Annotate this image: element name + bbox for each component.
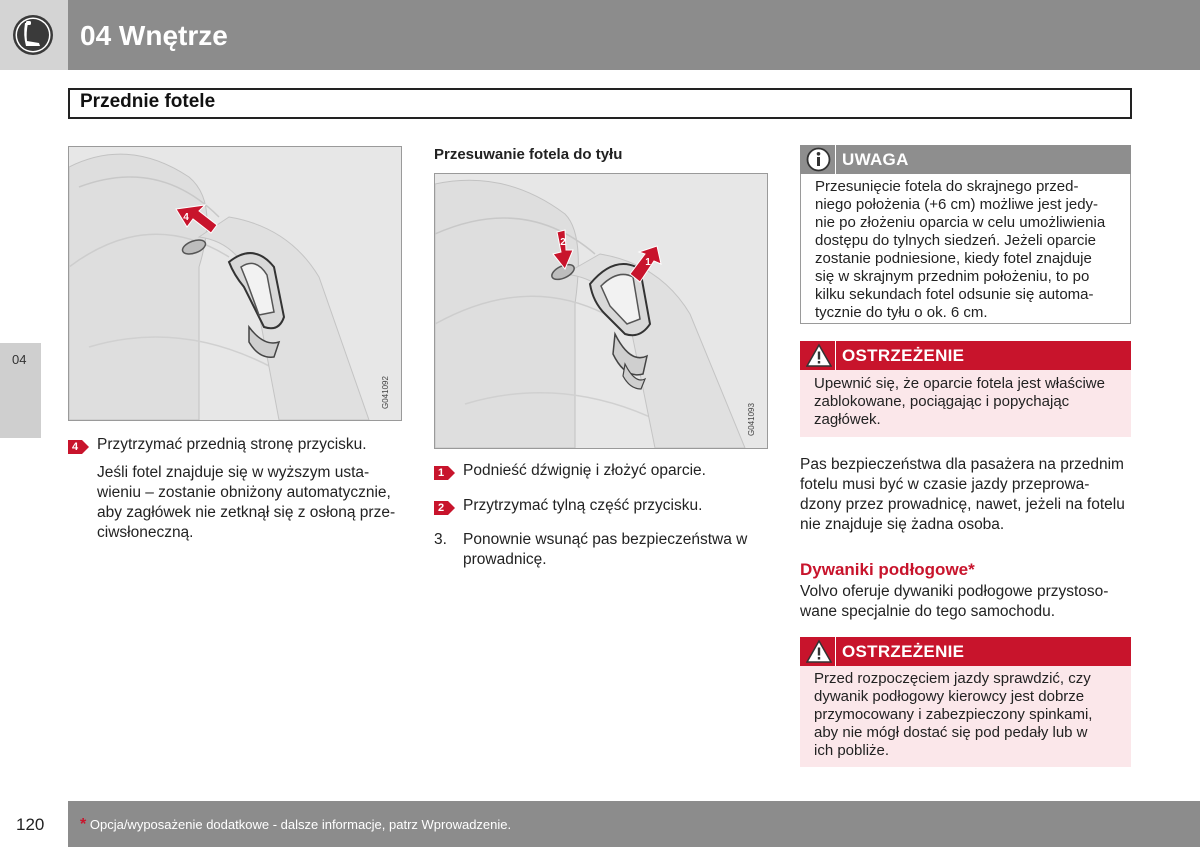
step1-text: Podnieść dźwignię i złożyć oparcie. [463,462,706,479]
warning2-line: aby nie mógł dostać się pod pedały lub w [814,724,1088,741]
warning1-line: zagłówek. [814,411,881,428]
warning1-box-header [800,341,1131,370]
mats-line: Volvo oferuje dywaniki podłogowe przystoso- [800,583,1109,600]
warning2-line: dywanik podłogowy kierowcy jest dobrze [814,688,1085,705]
step4-arrow-icon [82,440,89,454]
note-box-body [800,174,1131,324]
note-box-header [800,145,1131,174]
note-box-label: UWAGA [842,150,909,169]
section-title: Przednie fotele [80,91,216,112]
note-line: niego położenia (+6 cm) możliwe jest jedy- [815,196,1099,213]
warning2-box-header [800,637,1131,666]
step4-badge: 4 [68,440,82,454]
warning1-line: Upewnić się, że oparcie fotela jest właściwe [814,375,1105,392]
figure2-callout-badge-2: 2 [560,237,566,248]
step2-arrow-icon [448,501,455,515]
col1-para-line: ciwsłoneczną. [97,524,194,541]
chapter-side-tab-label: 04 [12,352,27,367]
warning2-box-body [800,666,1131,767]
step1-arrow-icon [448,466,455,480]
page-number: 120 [16,815,45,834]
note-line: się w skrajnym przednim położeniu, to po [815,268,1090,285]
col3-para-line: nie znajduje się żadna osoba. [800,516,1005,533]
mats-line: wane specjalnie do tego samochodu. [800,603,1056,620]
figure2-callout-badge-1: 1 [645,257,651,268]
warning2-line: Przed rozpoczęciem jazdy sprawdzić, czy [814,670,1091,687]
col1-para-line: aby zagłówek nie zetknął się z osłoną prze- [97,504,396,521]
note-line: Przesunięcie fotela do skrajnego przed- [815,178,1079,195]
figure-seat-button-front [68,146,402,421]
warning1-label: OSTRZEŻENIE [842,346,965,365]
note-line: dostępu do tylnych siedzeń. Jeżeli oparcie [815,232,1097,249]
note-line: tycznie do tyłu o ok. 6 cm. [815,304,988,321]
col2-heading: Przesuwanie fotela do tyłu [434,146,623,163]
warning-icon [806,639,832,664]
warning2-line: przymocowany i zabezpieczony spinkami, [814,706,1093,723]
col3-para-line: Pas bezpieczeństwa dla pasażera na przednim [800,456,1124,473]
header-bar [68,0,1200,70]
step2-text: Przytrzymać tylną część przycisku. [463,497,703,514]
info-icon [806,147,831,172]
col1-para-line: Jeśli fotel znajduje się w wyższym usta- [97,464,370,481]
figure2-code: G041093 [747,403,756,436]
col1-para-line: wieniu – zostanie obniżony automatycznie, [97,484,391,501]
footnote-star: * [80,816,87,833]
section-heading-box [68,88,1132,119]
note-line: kilku sekundach fotel odsunie się automa- [815,286,1094,303]
note-line: zostanie podniesione, kiedy fotel znajduje [815,250,1092,267]
footer-note [80,816,511,834]
warning1-line: zablokowane, pociągając i popychając [814,393,1070,410]
step3-number: 3. [434,531,447,548]
step2-badge: 2 [434,501,448,515]
chapter-title: 04 Wnętrze [80,20,228,51]
mats-heading: Dywaniki podłogowe* [800,560,975,579]
figure-seat-backrest-fold [434,173,768,449]
warning1-box-body [800,370,1131,437]
note-line: nie po złożeniu oparcia w celu umożliwienia [815,214,1106,231]
step3-line: prowadnicę. [463,551,547,568]
warning-icon [806,343,832,368]
figure1-callout-badge: 4 [183,212,189,223]
figure1-code: G041092 [381,376,390,409]
step1-badge: 1 [434,466,448,480]
col3-para-line: dzony przez prowadnicę, nawet, jeżeli na fotelu [800,496,1125,513]
warning2-line: ich pobliże. [814,742,890,759]
seat-icon [11,13,55,57]
warning2-label: OSTRZEŻENIE [842,642,965,661]
footer-note-text: Opcja/wyposażenie dodatkowe - dalsze informacje, patrz Wprowadzenie. [89,817,512,832]
step3-line: Ponownie wsunąć pas bezpieczeństwa w [463,531,748,548]
step4-text: Przytrzymać przednią stronę przycisku. [97,436,367,453]
col3-para-line: fotelu musi być w czasie jazdy przeprowa- [800,476,1090,493]
